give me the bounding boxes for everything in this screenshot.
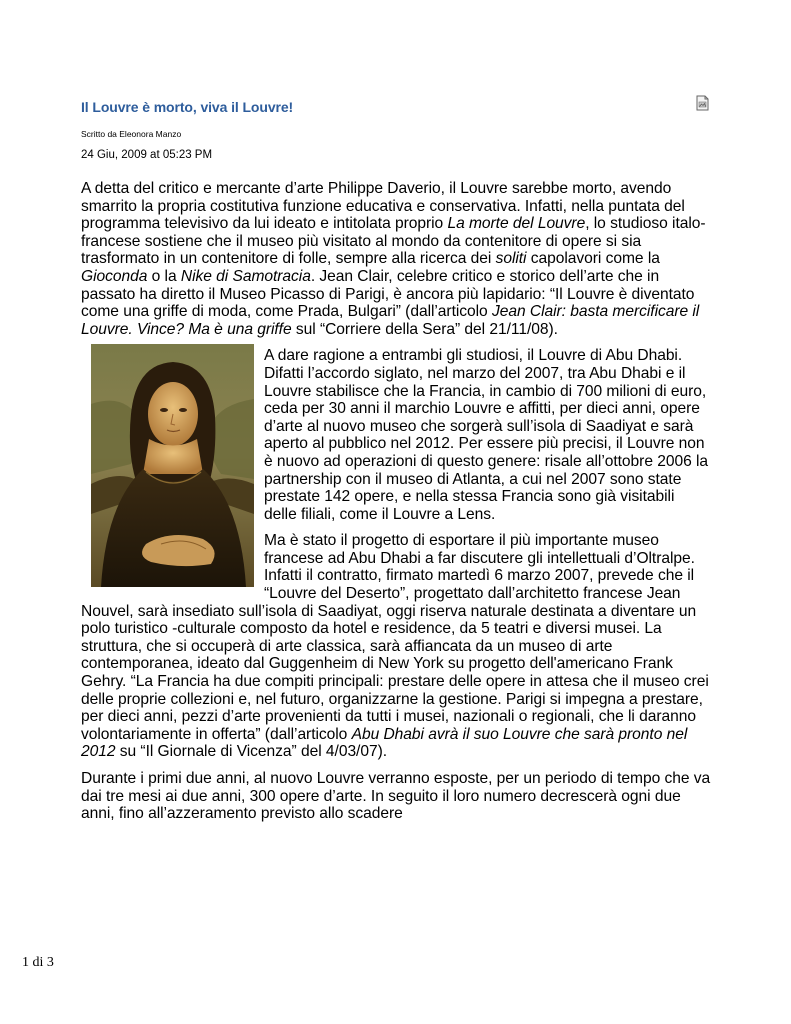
article-body bbox=[81, 180, 711, 823]
paragraph-2: A dare ragione a entrambi gli studiosi, il Louvre di Abu Dhabi. Difatti l’accordo siglato, nel marzo del 2007, tra Abu Dhabi e il Louvre stabilisce che la Francia, in cambio di 700 milioni di euro, ceda per 30 anni il marchio Louvre e affitti, per dieci anni, opere d’arte al nuovo museo che sorgerà sull’isola di Saadiyat e sarà aperto al pubblico nel 2012. Per essere più precisi, il Louvre non è nuovo ad operazioni di questo genere: risale all’ottobre 2006 la partnership con il museo di Atlanta, a cui nel 2007 sono state prestate 142 opere, e nella stessa Francia sono già visitabili delle filiali, come il Louvre a Lens. bbox=[264, 347, 709, 523]
mona-lisa-painting bbox=[91, 344, 254, 587]
paragraph-4: Durante i primi due anni, al nuovo Louvre verranno esposte, per un periodo di tempo che va dai tre mesi ai due anni, 300 opere d’arte. In seguito il loro numero decrescerà ogni due anni, fino all’azzeramento previsto allo scadere bbox=[81, 770, 711, 823]
paragraph-1: A detta del critico e mercante d’arte Philippe Daverio, il Louvre sarebbe morto, avendo smarrito la propria costitutiva funzione educativa e conservativa. Infatti, nella puntata del programma televisivo da lui ideato e intitolata proprio La morte del Louvre, lo studioso italo-francese sostiene che il museo più visitato al mondo da contenitore di opere si sia trasformato in un contenitore di folle, sempre alla ricerca dei soliti capolavori come la Gioconda o la Nike di Samotracia. Jean Clair, celebre critico e storico dell’arte che in passato ha diretto il Museo Picasso di Parigi, è ancora più lapidario: “Il Louvre è diventato come una griffe di moda, come Prada, Bulgari” (dall’articolo Jean Clair: basta mercificare il Louvre. Vince? Ma è una griffe sul “Corriere della Sera” del 21/11/08). bbox=[81, 180, 706, 338]
author-byline: Scritto da Eleonora Manzo bbox=[81, 129, 182, 139]
page-number: 1 di 3 bbox=[22, 955, 54, 970]
article-title: Il Louvre è morto, viva il Louvre! bbox=[81, 99, 294, 115]
pdf-icon[interactable] bbox=[695, 95, 711, 111]
publish-date: 24 Giu, 2009 at 05:23 PM bbox=[81, 149, 213, 161]
paragraph-3: Ma è stato il progetto di esportare il più importante museo francese ad Abu Dhabi a far discutere gli intellettuali d’Oltralpe. Infatti il contratto, firmato martedì 6 marzo 2007, prevede che il “Louvre del Deserto”, progettato dall’architetto francese Jean Nouvel, sarà insediato sull’isola di Saadiyat, oggi riserva naturale destinata a diventare un polo turistico -culturale composto da hotel e residence, da 5 teatri e diversi musei. La struttura, che si occuperà di arte classica, sarà affiancata da un museo di arte contemporanea, ideato dal Guggenheim di New York su progetto dell'americano Frank Gehry. “La Francia ha due compiti principali: prestare delle opere in attesa che il museo crei delle proprie collezioni e, nel futuro, organizzarne la gestione. Parigi si impegna a prestare, per dieci anni, pezzi d’arte provenienti da tutti i musei, nazionali o regionali, che li daranno volontariamente in offerta” (dall’articolo Abu Dhabi avrà il suo Louvre che sarà pronto nel 2012 su “Il Giornale di Vicenza” del 4/03/07). bbox=[81, 532, 709, 761]
